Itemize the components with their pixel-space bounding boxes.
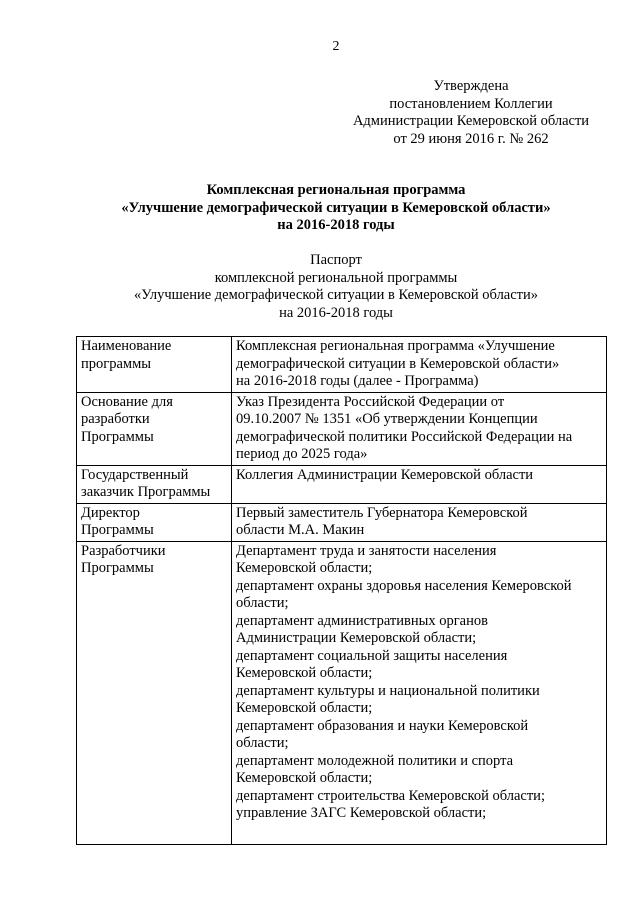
cell-line: Администрации Кемеровской области;: [236, 630, 477, 646]
cell-line: Государственный: [81, 466, 189, 483]
cell-line: демографической ситуации в Кемеровской области»: [236, 355, 560, 372]
cell-line: период до 2025 года»: [236, 446, 368, 462]
row-label: [77, 541, 232, 844]
cell-line: Указ Президента Российской Федерации от: [236, 393, 505, 410]
cell-line: Наименование: [81, 338, 172, 354]
cell-line: Программы: [81, 522, 154, 538]
cell-line: Кемеровской области;: [236, 770, 373, 786]
cell-line: управление ЗАГС Кемеровской области;: [236, 805, 487, 821]
passport-title: [60, 252, 612, 322]
table-row: [77, 465, 607, 503]
cell-line: программы: [81, 355, 151, 372]
cell-line: разработки: [81, 411, 150, 427]
row-value: [232, 337, 607, 393]
cell-line: демографической политики Российской Федерации на: [236, 428, 573, 445]
passport-title-line: на 2016-2018 годы: [279, 304, 393, 321]
row-label: [77, 503, 232, 541]
cell-line: Программы: [81, 560, 154, 576]
program-title: [60, 182, 612, 235]
row-label: [77, 465, 232, 503]
cell-line: Программы: [81, 428, 154, 445]
table-row: [77, 503, 607, 541]
cell-line: Основание для: [81, 393, 173, 410]
program-title-line: «Улучшение демографической ситуации в Кемеровской области»: [121, 199, 551, 216]
cell-line: департамент образования и науки Кемеровской: [236, 717, 529, 734]
cell-line: Кемеровской области;: [236, 560, 373, 576]
table-row: [77, 541, 607, 844]
row-value: [232, 503, 607, 541]
cell-line: департамент молодежной политики и спорта: [236, 752, 514, 769]
table-row: [77, 392, 607, 465]
passport-title-line: комплексной региональной программы: [214, 269, 458, 286]
approval-line: от 29 июня 2016 г. № 262: [393, 130, 549, 147]
approval-line: Утверждена: [433, 78, 509, 94]
cell-line: департамент строительства Кемеровской области;: [236, 787, 545, 804]
row-label: [77, 337, 232, 393]
table-row: [77, 337, 607, 393]
cell-line: заказчик Программы: [81, 484, 211, 500]
row-value: [232, 541, 607, 844]
cell-line: Кемеровской области;: [236, 700, 373, 716]
cell-line: на 2016-2018 годы (далее - Программа): [236, 373, 479, 389]
passport-title-line: Паспорт: [310, 252, 362, 268]
cell-line: Коллегия Администрации Кемеровской области: [236, 466, 534, 483]
cell-line: Кемеровской области;: [236, 665, 373, 681]
cell-line: Департамент труда и занятости населения: [236, 542, 497, 559]
cell-line: области М.А. Макин: [236, 522, 365, 538]
program-title-line: Комплексная региональная программа: [206, 182, 466, 198]
cell-line: области;: [236, 595, 289, 611]
row-value: [232, 465, 607, 503]
cell-line: департамент административных органов: [236, 612, 488, 629]
cell-line: области;: [236, 735, 289, 751]
cell-line: департамент социальной защиты населения: [236, 647, 508, 664]
approval-block: [340, 78, 602, 148]
cell-line: 09.10.2007 № 1351 «Об утверждении Концепции: [236, 411, 538, 427]
cell-line: департамент охраны здоровья населения Кемеровской: [236, 577, 572, 594]
cell-line: Разработчики: [81, 542, 166, 559]
cell-line: Комплексная региональная программа «Улучшение: [236, 338, 555, 354]
approval-line: Администрации Кемеровской области: [352, 113, 590, 129]
cell-line: Первый заместитель Губернатора Кемеровской: [236, 504, 528, 521]
cell-line: Директор: [81, 504, 140, 521]
row-value: [232, 392, 607, 465]
passport-table: [76, 336, 607, 845]
row-label: [77, 392, 232, 465]
page-number: 2: [332, 39, 340, 54]
passport-title-line: «Улучшение демографической ситуации в Кемеровской области»: [133, 287, 539, 303]
cell-line: департамент культуры и национальной политики: [236, 682, 540, 699]
program-title-line: на 2016-2018 годы: [277, 217, 395, 233]
approval-line: постановлением Коллегии: [389, 95, 553, 112]
